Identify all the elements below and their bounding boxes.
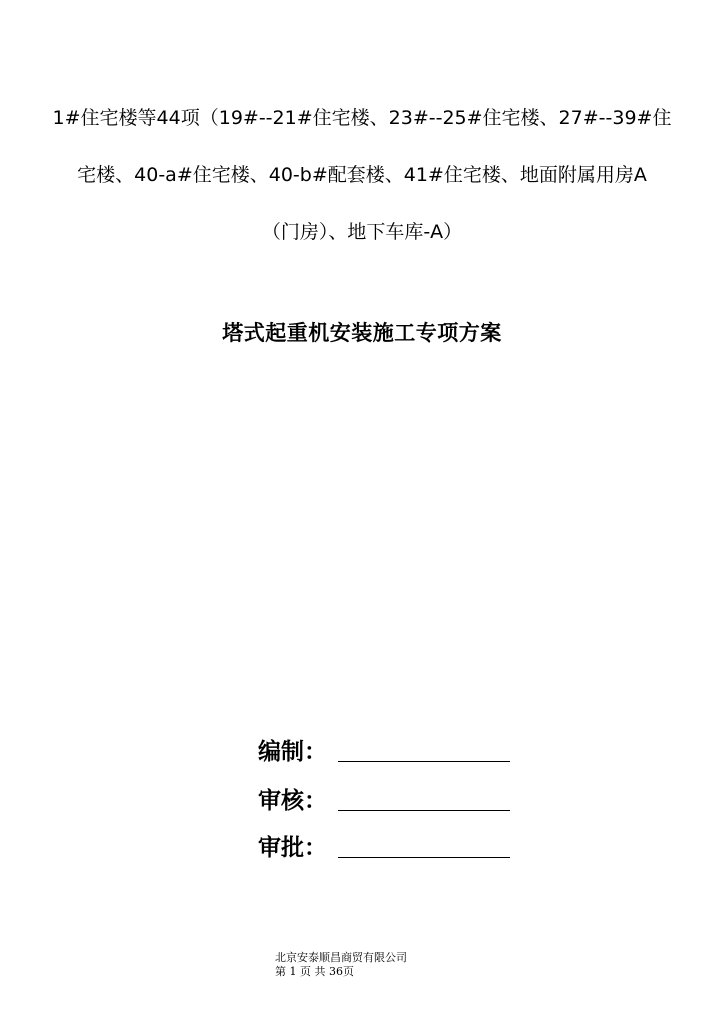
compile-label: 编制： (258, 739, 327, 765)
approve-signature-row (258, 829, 510, 863)
compile-signature-row (258, 733, 510, 767)
footer-company: 北京安泰顺昌商贸有限公司 (275, 951, 407, 964)
review-signature-line (338, 810, 510, 811)
project-title-line-2: 宅楼、40-a#住宅楼、40-b#配套楼、41#住宅楼、地面附属用房A (77, 164, 647, 186)
page-footer (275, 951, 407, 979)
approve-signature-line (338, 857, 510, 858)
compile-signature-line (338, 761, 510, 762)
project-title-line-3: （门房）、地下车库-A） (261, 221, 463, 243)
review-signature-row (258, 782, 510, 816)
project-title-line-1: 1#住宅楼等44项（19#--21#住宅楼、23#--25#住宅楼、27#--39#住 (52, 107, 672, 129)
footer-page-info: 第 1 页 共 36页 (275, 965, 354, 978)
review-label: 审核： (258, 788, 327, 814)
document-title: 塔式起重机安装施工专项方案 (222, 321, 502, 345)
approve-label: 审批： (258, 835, 327, 861)
